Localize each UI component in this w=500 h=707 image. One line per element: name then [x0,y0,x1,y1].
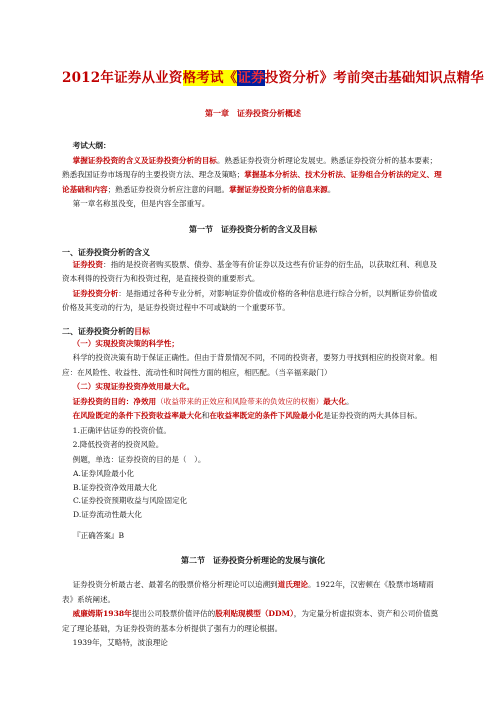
definition-text: ：是指通过各种专业分析，对影响证券价值或价格的各种信息进行综合分析，以判断证券价值或价格及其变动的行为，是证券投资过程中不可或缺的一个重要环节。 [62,288,438,312]
definition-term: 证券投资 [72,259,103,269]
chapter-heading: 第一章 证券投资分析概述 [205,108,301,118]
list-item: 1.正确评估证券的投资价值。 [72,425,171,435]
history-paragraph-2 [62,607,444,636]
goal-text: 和 [201,411,210,420]
history-text: 证券投资分析最古老、最著名的股票价格分析理论可以追溯到 [72,580,278,589]
goal-sub-1: （一）实现投资决策的科学性； [72,338,179,348]
goal-key: 在收益率既定的条件下风险最小化 [209,411,324,420]
outline-label: 考试大纲： [72,141,111,150]
subheading-goal [62,326,444,337]
document-title [62,66,484,86]
list-item: 2.降低投资者的投资风险。 [72,440,164,449]
title-highlight-blue: 证券 [237,70,265,86]
goal-text: 是证券投资的两大具体目标 [323,411,415,420]
history-paragraph-1 [62,578,444,607]
outline-key: 掌握证券投资的含义及证券投资分析的目标 [72,155,217,165]
history-text: ，为定量分析虚拟资本、资产和公司价值奠定了理论基础，为证券投资的基本分析提供了强有力的理论根据。 [62,609,439,633]
goal-text: 。 [346,396,354,406]
correct-answer: 『正确答案』B [73,531,125,540]
goal-note: （收益带来的正效应和风险带来的负效应的权衡） [156,396,324,406]
outline-text: 。熟悉证券投资分析理论发展史。熟悉证券投资分析的基本要素；熟悉我国证券市场现存的主要投资方法、理念及策略； [62,155,438,179]
history-text: 。1922年，汉密顿在《股票市场晴雨表》系统阐述。 [62,580,434,604]
history-paragraph-3: 1939年，艾略特，波浪理论 [72,638,168,647]
goal-statement [62,395,444,410]
example-question: 例题，单选：证券投资的目的是（ ）。 [72,454,206,464]
goal-sub-2: （二）实现证券投资净效用最大化。 [72,382,195,391]
title-highlight-yellow: 格考试《 [182,70,238,86]
section-heading-1: 第一节 证券投资分析的含义及目标 [189,223,317,234]
outline-key: 掌握证券投资分析的信息来源 [229,184,328,194]
section-heading-2: 第二节 证券投资分析理论的发展与演化 [181,555,325,565]
definition-text: ：指的是投资者购买股票、债券、基金等有价证券以及这些有价证券的衍生品，以获取红利、利息及资本利得的投资行为和投资过程，是直接投资的重要形式。 [62,259,438,283]
outline-text: 。 [327,184,336,194]
option-c: C.证券投资预期收益与风险固定化 [73,496,188,505]
subheading-key: 目标 [134,325,150,336]
option-d: D.证券流动性最大化 [73,509,142,519]
option-a: A.证券风险最小化 [73,469,135,478]
goal-sub-1-text: 科学的投资决策有助于保证正确性。但由于背景情况不同，不同的投资者，要努力寻找到相应的投资对象。相应：在风险性、收益性、流动性和时间性方面的相应，相匹配。（当辛福来敲门） [62,353,438,377]
subheading-text: 二、证券投资分析的 [62,325,134,336]
outline-paragraph [62,154,444,198]
history-key: 股利贴现模型（DDM） [215,609,294,618]
subheading-meaning: 一、证券投资分析的含义 [62,246,150,257]
chapter-note: 第一章名称虽没变，但是内容全部重写。 [72,199,210,208]
definition-investment [62,258,444,287]
option-b: B.证券投资净效用最大化 [73,482,157,492]
definition-term: 证券投资分析 [72,288,119,298]
title-part: 投资分析》考前突击基础知识点精华 [264,70,484,86]
history-key: 威廉姆斯1938年 [72,609,132,618]
history-key: 道氏理论 [277,580,309,589]
goal-key: 最大化 [323,396,346,406]
title-part: 2012年证券从业资 [62,70,183,86]
goal-statement-2 [62,409,444,424]
goal-key: 在风险既定的条件下投资收益率最大化 [72,411,202,420]
definition-analysis [62,287,444,316]
outline-key: 掌握基本分析法、技术分析法、证券组合分析法的定义、理论基础和内容 [62,170,442,194]
goal-text: 。 [414,411,422,420]
history-text: 提出公司股票价值评估的 [131,609,216,618]
goal-key: 证券投资的目的：净效用 [72,396,157,406]
outline-text: ；熟悉证券投资分析应注意的问题。 [107,184,230,194]
